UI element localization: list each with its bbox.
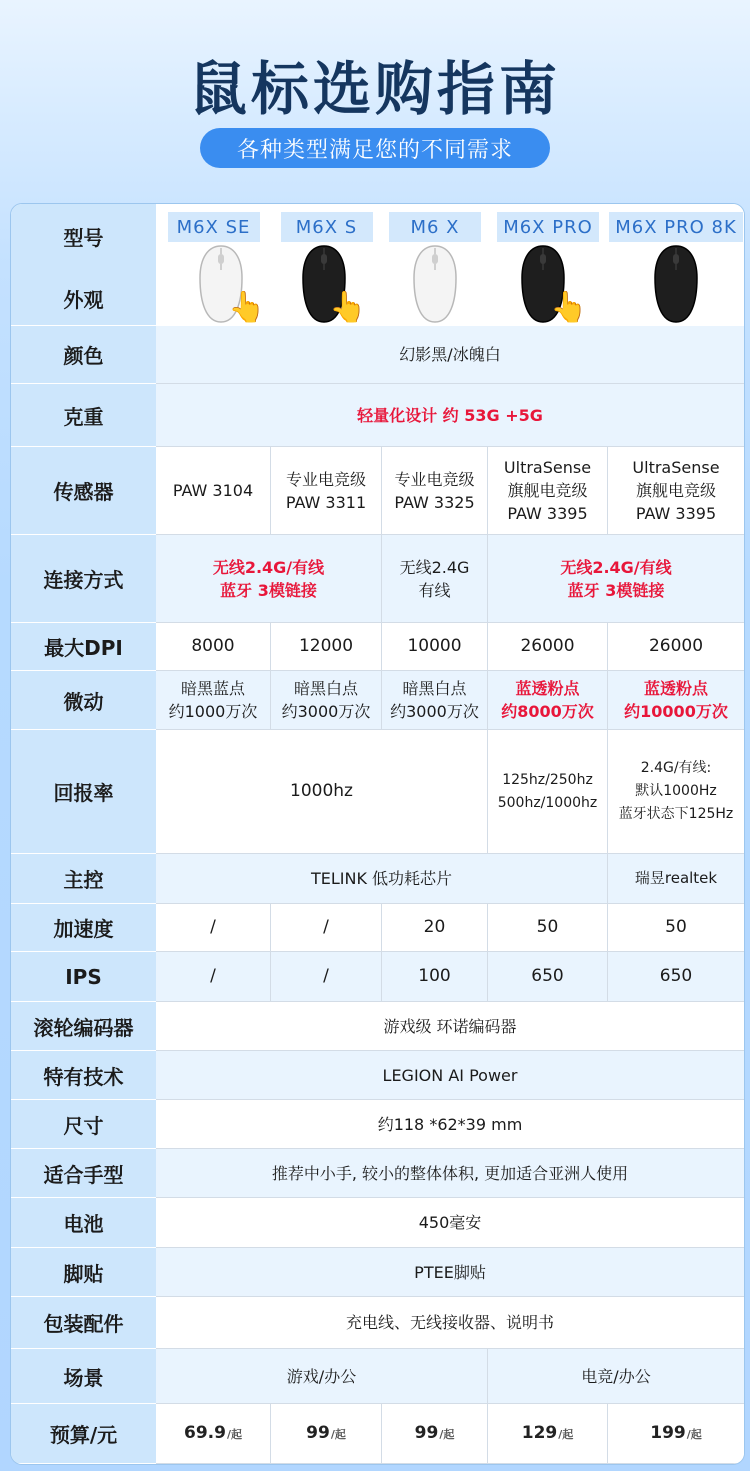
dpi-cell: 26000	[488, 623, 608, 671]
row-color	[11, 326, 744, 384]
row-label: 尺寸	[11, 1100, 156, 1149]
model-col[interactable]	[271, 204, 382, 326]
switch-line: 暗黑白点	[293, 679, 358, 698]
row-ips	[11, 952, 744, 1002]
mouse-image	[410, 244, 460, 324]
connection-line: 蓝牙 3模链接	[567, 580, 665, 600]
row-scene	[11, 1349, 744, 1404]
row-label: 回报率	[11, 730, 156, 854]
polling-line: 2.4G/有线:	[640, 760, 712, 776]
row-feet	[11, 1248, 744, 1297]
connection-line: 无线2.4G/有线	[212, 557, 325, 577]
switch-line: 约1000万次	[168, 702, 258, 721]
sensor-line: 专业电竞级	[394, 469, 475, 489]
row-label: 主控	[11, 854, 156, 904]
row-hand	[11, 1149, 744, 1198]
connection-cell	[156, 535, 382, 623]
switch-line: 蓝透粉点	[643, 679, 708, 698]
row-label: 电池	[11, 1198, 156, 1248]
ips-cell: /	[156, 952, 271, 1002]
accel-cell: 20	[382, 904, 488, 952]
price-suffix: /起	[330, 1427, 346, 1441]
switch-line: 暗黑蓝点	[180, 679, 245, 698]
row-label: 适合手型	[11, 1149, 156, 1198]
connection-line: 蓝牙 3模链接	[220, 580, 317, 600]
dpi-cell: 8000	[156, 623, 271, 671]
row-label: 微动	[11, 671, 156, 730]
price-suffix: /起	[439, 1427, 455, 1441]
row-label: 加速度	[11, 904, 156, 952]
polling-cell: 1000hz	[156, 730, 488, 854]
polling-line: 默认1000Hz	[635, 783, 717, 799]
model-name: M6 X	[389, 212, 481, 242]
pointer-hand-icon: 👆	[550, 291, 588, 324]
budget-cell	[608, 1404, 744, 1464]
price-value: 69.9	[184, 1422, 226, 1443]
switch-cell	[608, 671, 744, 730]
battery-value: 450毫安	[156, 1198, 744, 1248]
row-switch	[11, 671, 744, 730]
scene-cell: 游戏/办公	[156, 1349, 488, 1404]
comparison-table	[10, 203, 745, 1465]
sensor-line: 专业电竞级	[285, 469, 366, 489]
accel-cell: 50	[488, 904, 608, 952]
switch-line: 暗黑白点	[402, 679, 467, 698]
row-label: 克重	[11, 384, 156, 447]
connection-line: 无线2.4G	[399, 557, 470, 577]
page-title: 鼠标选购指南	[188, 55, 561, 123]
model-col[interactable]	[382, 204, 488, 326]
row-label: IPS	[11, 952, 156, 1002]
sensor-line: PAW 3325	[394, 492, 475, 512]
polling-cell	[608, 730, 744, 854]
sensor-line: UltraSense	[632, 458, 720, 477]
connection-line: 有线	[418, 580, 451, 600]
row-label: 连接方式	[11, 535, 156, 623]
row-battery	[11, 1198, 744, 1248]
sensor-line: PAW 3104	[172, 481, 254, 500]
tech-value: LEGION AI Power	[156, 1051, 744, 1100]
sensor-cell	[271, 447, 382, 535]
pointer-hand-icon: 👆	[228, 291, 266, 324]
sensor-cell	[488, 447, 608, 535]
mouse-image	[651, 244, 701, 324]
switch-line: 约8000万次	[501, 702, 594, 721]
model-name: M6X S	[281, 212, 373, 242]
switch-line: 约10000万次	[624, 702, 728, 721]
row-tech	[11, 1051, 744, 1100]
switch-cell	[156, 671, 271, 730]
row-mcu	[11, 854, 744, 904]
model-name: M6X SE	[168, 212, 260, 242]
sensor-line: 旗舰电竞级	[635, 481, 716, 500]
switch-line: 蓝透粉点	[515, 679, 580, 698]
connection-line: 无线2.4G/有线	[560, 557, 672, 577]
dpi-cell: 12000	[271, 623, 382, 671]
accel-cell: 50	[608, 904, 744, 952]
row-dpi	[11, 623, 744, 671]
sensor-line: PAW 3395	[635, 504, 717, 523]
sensor-line: PAW 3311	[285, 492, 367, 512]
sensor-line: 旗舰电竞级	[507, 481, 588, 500]
row-package	[11, 1297, 744, 1349]
model-appearance-label	[11, 204, 156, 326]
row-label-model: 型号	[63, 226, 104, 250]
budget-cell	[271, 1404, 382, 1464]
package-value: 充电线、无线接收器、说明书	[156, 1297, 744, 1349]
row-encoder	[11, 1002, 744, 1051]
polling-line: 500hz/1000hz	[497, 794, 598, 811]
switch-line: 约3000万次	[281, 702, 371, 721]
model-name: M6X PRO 8K	[609, 212, 743, 242]
budget-cell	[382, 1404, 488, 1464]
sensor-line: PAW 3395	[507, 504, 588, 523]
model-col[interactable]	[608, 204, 744, 326]
polling-line: 125hz/250hz	[502, 771, 593, 788]
row-label: 场景	[11, 1349, 156, 1404]
price-value: 199	[650, 1422, 686, 1443]
price-value: 99	[306, 1422, 330, 1443]
mcu-cell: 瑞昱realtek	[608, 854, 744, 904]
row-label: 包装配件	[11, 1297, 156, 1349]
sensor-cell	[156, 447, 271, 535]
connection-cell	[382, 535, 488, 623]
row-label: 最大DPI	[11, 623, 156, 671]
row-label: 颜色	[11, 326, 156, 384]
price-suffix: /起	[686, 1427, 702, 1441]
row-size	[11, 1100, 744, 1149]
accel-cell: /	[156, 904, 271, 952]
row-sensor	[11, 447, 744, 535]
mcu-cell: TELINK 低功耗芯片	[156, 854, 608, 904]
budget-cell	[156, 1404, 271, 1464]
ips-cell: /	[271, 952, 382, 1002]
row-connection	[11, 535, 744, 623]
row-label: 特有技术	[11, 1051, 156, 1100]
price-value: 99	[414, 1422, 439, 1443]
scene-cell: 电竞/办公	[488, 1349, 744, 1404]
row-weight	[11, 384, 744, 447]
row-label: 预算/元	[11, 1404, 156, 1464]
dpi-cell: 26000	[608, 623, 744, 671]
dpi-cell: 10000	[382, 623, 488, 671]
encoder-value: 游戏级 环诺编码器	[156, 1002, 744, 1051]
row-label: 脚贴	[11, 1248, 156, 1297]
model-col[interactable]	[488, 204, 608, 326]
subtitle-pill: 各种类型满足您的不同需求	[200, 128, 550, 168]
ips-cell: 650	[488, 952, 608, 1002]
row-polling	[11, 730, 744, 854]
row-label-appearance: 外观	[63, 288, 104, 312]
polling-cell	[488, 730, 608, 854]
sensor-cell	[382, 447, 488, 535]
price-value: 129	[521, 1422, 558, 1443]
budget-cell	[488, 1404, 608, 1464]
color-value: 幻影黑/冰魄白	[156, 326, 744, 384]
model-col[interactable]	[156, 204, 271, 326]
size-value: 约118 *62*39 mm	[156, 1100, 744, 1149]
accel-cell: /	[271, 904, 382, 952]
sensor-line: UltraSense	[503, 458, 592, 477]
price-suffix: /起	[226, 1427, 242, 1441]
connection-cell	[488, 535, 744, 623]
switch-cell	[382, 671, 488, 730]
ips-cell: 650	[608, 952, 744, 1002]
polling-line: 蓝牙状态下125Hz	[618, 806, 734, 822]
pointer-hand-icon: 👆	[329, 291, 367, 324]
hand-value: 推荐中小手, 较小的整体体积, 更加适合亚洲人使用	[156, 1149, 744, 1198]
row-accel	[11, 904, 744, 952]
sensor-cell	[608, 447, 744, 535]
price-suffix: /起	[558, 1427, 574, 1441]
row-budget	[11, 1404, 744, 1464]
switch-cell	[488, 671, 608, 730]
row-label: 传感器	[11, 447, 156, 535]
model-name: M6X PRO	[497, 212, 599, 242]
model-header	[156, 204, 744, 326]
ips-cell: 100	[382, 952, 488, 1002]
switch-line: 约3000万次	[390, 702, 479, 721]
row-label: 滚轮编码器	[11, 1002, 156, 1051]
switch-cell	[271, 671, 382, 730]
feet-value: PTEE脚贴	[156, 1248, 744, 1297]
weight-value: 轻量化设计 约 53G +5G	[156, 384, 744, 447]
